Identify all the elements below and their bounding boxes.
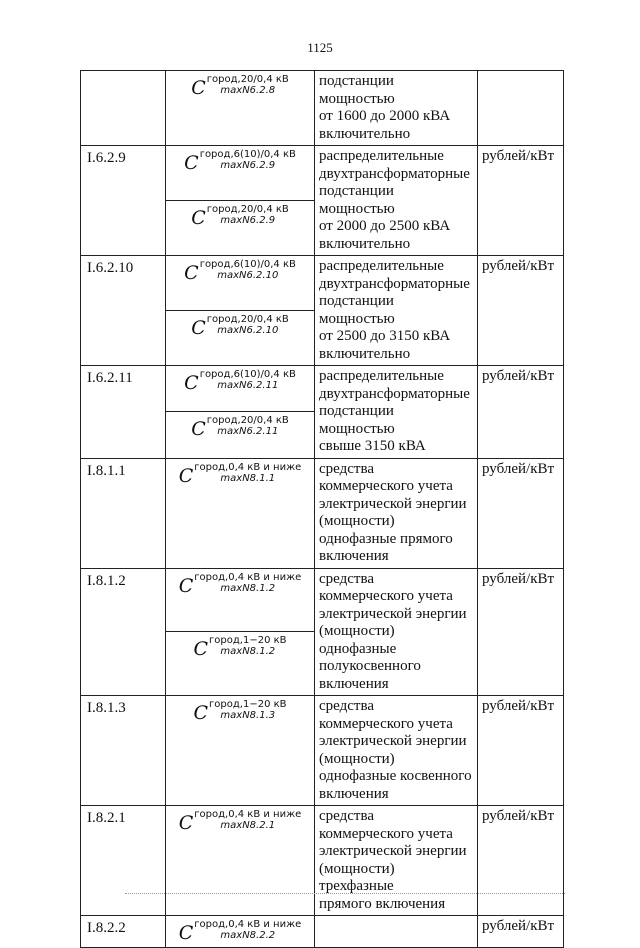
- rate-formula: [184, 369, 296, 395]
- formula-subscript: maxN6.2.11: [217, 380, 279, 391]
- rate-formula-cell: [166, 632, 315, 696]
- row-code: [81, 71, 166, 146]
- table-row: [81, 696, 564, 806]
- rate-formula-cell: [166, 412, 315, 458]
- page-number: 1125: [307, 40, 333, 55]
- description-line: подстанции мощностью: [319, 73, 395, 107]
- formula-symbol: C: [178, 812, 194, 834]
- formula-superscript: город,20/0,4 кВ: [206, 204, 289, 215]
- formula-symbol: C: [184, 262, 199, 284]
- description-line: включительно: [319, 125, 411, 142]
- row-description: [315, 806, 478, 916]
- formula-symbol: C: [193, 702, 209, 724]
- formula-symbol: C: [193, 638, 209, 661]
- formula-symbol: C: [191, 77, 206, 99]
- row-unit: рублей/кВт: [478, 806, 564, 916]
- table-row: [81, 71, 564, 146]
- row-description: [315, 71, 478, 146]
- description-line: коммерческого учета: [319, 478, 453, 494]
- formula-superscript: город,0,4 кВ и ниже: [194, 919, 302, 930]
- description-line: включения: [319, 785, 389, 802]
- description-line: электрической энергии: [319, 495, 467, 512]
- description-line: от 2500 до 3150 кВА: [319, 328, 451, 344]
- row-code: I.6.2.9: [81, 146, 166, 256]
- row-code: I.8.1.2: [81, 568, 166, 696]
- formula-subscript: maxN8.1.2: [220, 582, 276, 594]
- description-line: включительно: [319, 235, 411, 252]
- formula-superscript: город,0,4 кВ и ниже: [194, 809, 302, 820]
- description-line: электрической энергии: [319, 605, 467, 622]
- description-line: средства: [319, 808, 375, 824]
- row-code: I.8.1.3: [81, 696, 166, 806]
- description-line: средства: [319, 698, 375, 714]
- rate-formula: [191, 314, 289, 340]
- rate-formula: [193, 635, 286, 661]
- row-code: I.8.2.2: [81, 916, 166, 948]
- row-unit: рублей/кВт: [478, 146, 564, 256]
- formula-symbol: C: [191, 207, 206, 229]
- row-description: [315, 916, 478, 948]
- rate-formula-cell: [166, 696, 315, 806]
- table-row: [81, 806, 564, 916]
- formula-superscript: город,0,4 кВ и ниже: [194, 461, 302, 473]
- description-line: распределительные: [319, 368, 444, 384]
- formula-subscript: maxN6.2.8: [220, 85, 276, 96]
- description-line: коммерческого учета: [319, 588, 453, 604]
- table-row: [81, 916, 564, 948]
- description-line: включения: [319, 675, 389, 692]
- table-row: [81, 366, 564, 412]
- description-line: коммерческого учета: [319, 715, 453, 732]
- formula-subscript: maxN8.2.1: [220, 820, 276, 831]
- formula-subscript: maxN8.2.2: [220, 930, 276, 941]
- formula-symbol: C: [184, 152, 199, 174]
- row-description: [315, 366, 478, 459]
- description-line: средства: [319, 570, 375, 587]
- formula-superscript: город,6(10)/0,4 кВ: [199, 259, 296, 270]
- formula-superscript: город,20/0,4 кВ: [206, 415, 289, 427]
- formula-symbol: C: [191, 418, 206, 441]
- formula-superscript: город,20/0,4 кВ: [206, 314, 289, 325]
- rate-formula: [191, 74, 289, 100]
- description-line: подстанции мощностью: [319, 403, 395, 437]
- formula-symbol: C: [184, 372, 199, 394]
- row-code: I.6.2.11: [81, 366, 166, 459]
- formula-subscript: maxN8.1.3: [220, 710, 276, 721]
- description-line: свыше 3150 кВА: [319, 438, 426, 454]
- row-code: I.6.2.10: [81, 256, 166, 366]
- row-code: I.8.2.1: [81, 806, 166, 916]
- formula-superscript: город,6(10)/0,4 кВ: [199, 149, 296, 160]
- description-line: (мощности): [319, 623, 395, 639]
- description-line: включительно: [319, 345, 411, 362]
- rate-formula-cell: [166, 916, 315, 948]
- table-row: [81, 256, 564, 311]
- rate-formula: [179, 919, 302, 945]
- formula-subscript: maxN6.2.10: [217, 270, 279, 281]
- row-unit: рублей/кВт: [478, 696, 564, 806]
- rate-formula-cell: [166, 568, 315, 632]
- rate-formula: [193, 699, 286, 725]
- row-unit: рублей/кВт: [478, 256, 564, 366]
- description-line: от 1600 до 2000 кВА: [319, 108, 451, 124]
- formula-symbol: C: [178, 464, 194, 487]
- rate-formula: [191, 204, 289, 230]
- description-line: распределительные: [319, 258, 444, 274]
- rate-formula: [179, 572, 302, 598]
- description-line: средства: [319, 460, 375, 477]
- rate-formula-cell: [166, 311, 315, 366]
- row-description: [315, 146, 478, 256]
- rate-formula: [179, 809, 302, 835]
- formula-superscript: город,20/0,4 кВ: [206, 74, 289, 85]
- description-line: прямого включения: [319, 895, 446, 912]
- description-line: (мощности): [319, 750, 395, 767]
- description-line: двухтрансформаторные: [319, 275, 470, 292]
- description-line: электрической энергии: [319, 843, 467, 859]
- formula-superscript: город,6(10)/0,4 кВ: [199, 369, 296, 380]
- formula-subscript: maxN8.1.2: [220, 646, 276, 658]
- row-unit: рублей/кВт: [478, 458, 564, 568]
- formula-subscript: maxN6.2.9: [220, 215, 276, 226]
- description-line: двухтрансформаторные: [319, 385, 470, 402]
- description-line: коммерческого учета: [319, 825, 453, 842]
- formula-symbol: C: [178, 922, 194, 944]
- description-line: однофазные прямого: [319, 530, 453, 547]
- description-line: электрической энергии: [319, 733, 467, 749]
- formula-symbol: C: [191, 317, 206, 339]
- formula-subscript: maxN6.2.10: [217, 325, 279, 336]
- formula-subscript: maxN8.1.1: [220, 472, 276, 484]
- row-description: [315, 568, 478, 696]
- description-line: (мощности): [319, 513, 395, 529]
- row-description: [315, 696, 478, 806]
- description-line: (мощности) трехфазные: [319, 860, 395, 894]
- description-line: от 2000 до 2500 кВА: [319, 218, 451, 234]
- formula-superscript: город,1−20 кВ: [209, 699, 287, 710]
- rate-formula: [184, 259, 296, 285]
- rate-formula-cell: [166, 256, 315, 311]
- rate-formula-cell: [166, 71, 315, 146]
- description-line: двухтрансформаторные: [319, 165, 470, 182]
- rate-formula: [184, 149, 296, 175]
- table-row: [81, 458, 564, 568]
- description-line: однофазные косвенного: [319, 768, 472, 784]
- row-description: [315, 458, 478, 568]
- rate-formula-cell: [166, 806, 315, 916]
- description-line: подстанции мощностью: [319, 293, 395, 327]
- formula-subscript: maxN6.2.11: [217, 426, 279, 438]
- rate-formula-cell: [166, 146, 315, 201]
- rate-formula: [179, 462, 302, 488]
- rate-formula-cell: [166, 201, 315, 256]
- row-unit: рублей/кВт: [478, 568, 564, 696]
- formula-superscript: город,0,4 кВ и ниже: [194, 571, 302, 583]
- tariff-table-body: [81, 71, 564, 948]
- formula-superscript: город,1−20 кВ: [209, 635, 287, 647]
- row-unit: рублей/кВт: [478, 366, 564, 459]
- table-row: [81, 146, 564, 201]
- description-line: однофазные: [319, 640, 397, 657]
- description-line: полукосвенного: [319, 658, 421, 674]
- description-line: включения: [319, 548, 389, 564]
- row-description: [315, 256, 478, 366]
- description-line: распределительные: [319, 148, 444, 164]
- page-bottom-divider: [125, 893, 565, 894]
- rate-formula-cell: [166, 366, 315, 412]
- rate-formula: [191, 415, 289, 441]
- tariff-table: [80, 70, 564, 948]
- rate-formula-cell: [166, 458, 315, 568]
- formula-symbol: C: [178, 574, 194, 597]
- description-line: подстанции мощностью: [319, 183, 395, 217]
- row-unit: рублей/кВт: [478, 916, 564, 948]
- row-unit: [478, 71, 564, 146]
- table-row: [81, 568, 564, 632]
- row-code: I.8.1.1: [81, 458, 166, 568]
- formula-subscript: maxN6.2.9: [220, 160, 276, 171]
